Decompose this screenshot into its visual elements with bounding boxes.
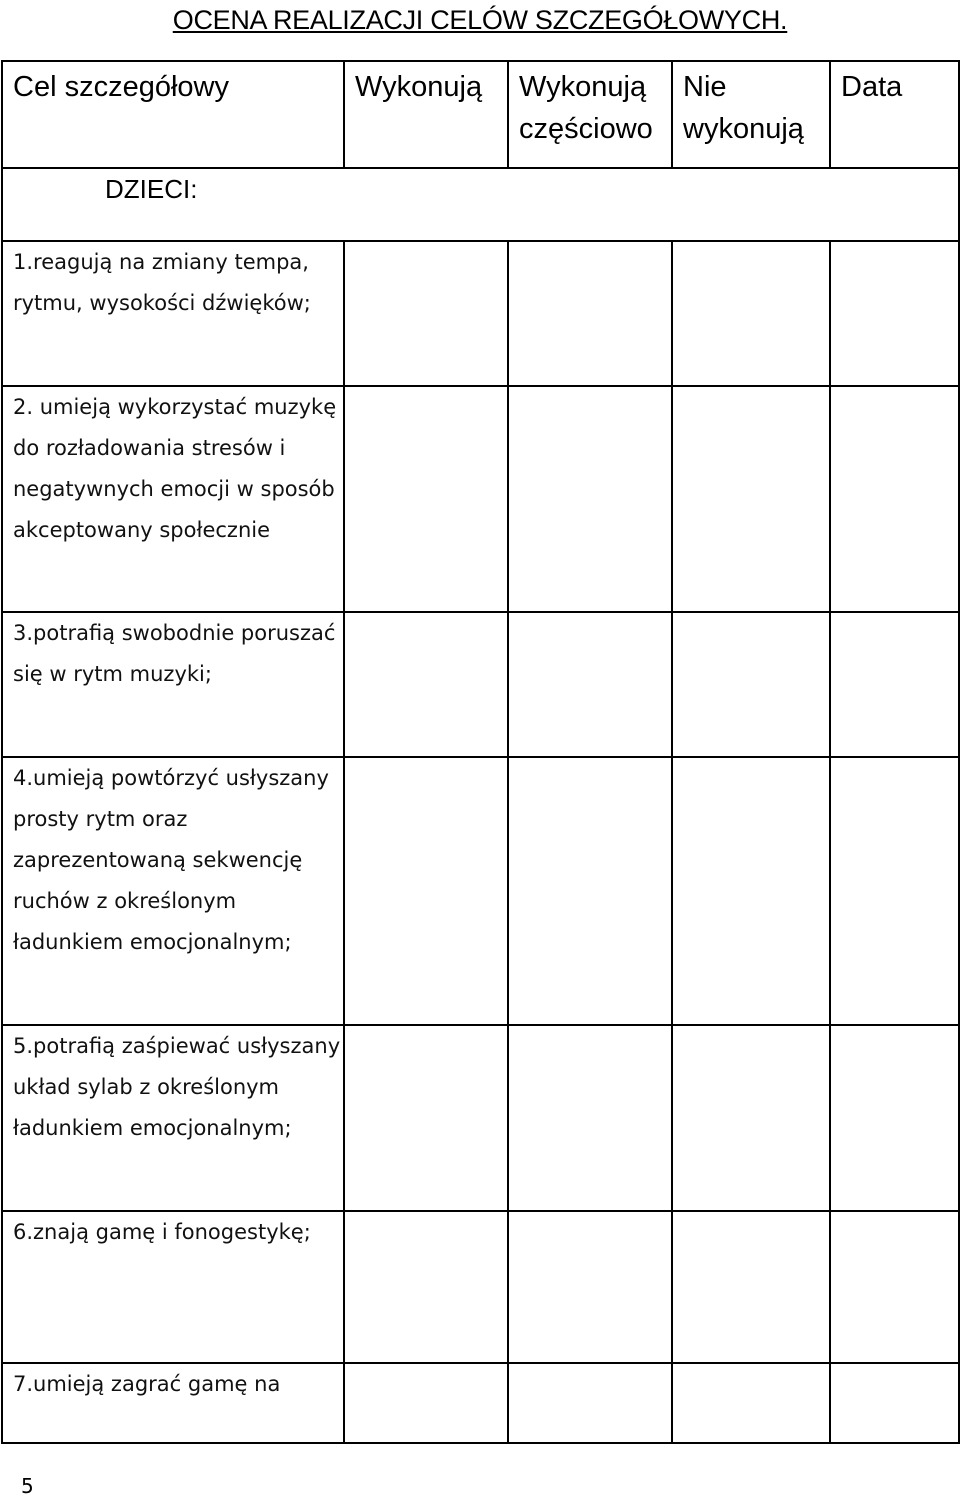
section-label: DZIECI:	[105, 174, 198, 204]
partial-cell[interactable]	[508, 1211, 672, 1363]
goal-cell: 4.umieją powtórzyć usłyszany prosty rytm oraz zaprezentowaną sekwencję ruchów z określonym ładunkiem emocjonalnym;	[2, 757, 344, 1025]
header-not-done-line2: wykonują	[683, 113, 804, 145]
header-done: Wykonują	[344, 61, 508, 168]
done-cell[interactable]	[344, 1211, 508, 1363]
header-goal: Cel szczegółowy	[2, 61, 344, 168]
not-done-cell[interactable]	[672, 1363, 830, 1443]
done-cell[interactable]	[344, 612, 508, 757]
date-cell[interactable]	[830, 1025, 959, 1211]
table-row	[2, 1211, 959, 1363]
header-partial	[508, 61, 672, 168]
table-row	[2, 1025, 959, 1211]
section-row	[2, 168, 959, 241]
goal-cell: 2. umieją wykorzystać muzykę do rozładowania stresów i negatywnych emocji w sposób akceptowany społecznie	[2, 386, 344, 612]
header-row	[2, 61, 959, 168]
table-row	[2, 612, 959, 757]
goal-cell: 7.umieją zagrać gamę na	[2, 1363, 344, 1443]
done-cell[interactable]	[344, 1025, 508, 1211]
table-row	[2, 386, 959, 612]
page-title: OCENA REALIZACJI CELÓW SZCZEGÓŁOWYCH.	[172, 5, 788, 35]
date-cell[interactable]	[830, 1211, 959, 1363]
header-not-done-line1: Nie	[683, 71, 727, 103]
goal-cell: 5.potrafią zaśpiewać usłyszany układ sylab z określonym ładunkiem emocjonalnym;	[2, 1025, 344, 1211]
date-cell[interactable]	[830, 386, 959, 612]
goal-cell: 6.znają gamę i fonogestykę;	[2, 1211, 344, 1363]
date-cell[interactable]	[830, 612, 959, 757]
date-cell[interactable]	[830, 241, 959, 386]
partial-cell[interactable]	[508, 241, 672, 386]
partial-cell[interactable]	[508, 612, 672, 757]
not-done-cell[interactable]	[672, 757, 830, 1025]
table-row	[2, 241, 959, 386]
partial-cell[interactable]	[508, 757, 672, 1025]
goal-cell: 3.potrafią swobodnie poruszać się w rytm muzyki;	[2, 612, 344, 757]
table-row	[2, 757, 959, 1025]
not-done-cell[interactable]	[672, 241, 830, 386]
date-cell[interactable]	[830, 1363, 959, 1443]
not-done-cell[interactable]	[672, 612, 830, 757]
partial-cell[interactable]	[508, 1363, 672, 1443]
goals-table	[1, 60, 960, 1444]
page-number: 5	[21, 1474, 34, 1498]
date-cell[interactable]	[830, 757, 959, 1025]
partial-cell[interactable]	[508, 386, 672, 612]
done-cell[interactable]	[344, 241, 508, 386]
not-done-cell[interactable]	[672, 1211, 830, 1363]
header-partial-line2: częściowo	[519, 113, 653, 145]
not-done-cell[interactable]	[672, 386, 830, 612]
goal-cell: 1.reagują na zmiany tempa, rytmu, wysokości dźwięków;	[2, 241, 344, 386]
done-cell[interactable]	[344, 386, 508, 612]
table-row	[2, 1363, 959, 1443]
done-cell[interactable]	[344, 1363, 508, 1443]
header-partial-line1: Wykonują	[519, 71, 647, 103]
not-done-cell[interactable]	[672, 1025, 830, 1211]
partial-cell[interactable]	[508, 1025, 672, 1211]
header-not-done	[672, 61, 830, 168]
done-cell[interactable]	[344, 757, 508, 1025]
header-date: Data	[830, 61, 959, 168]
section-cell	[2, 168, 959, 241]
